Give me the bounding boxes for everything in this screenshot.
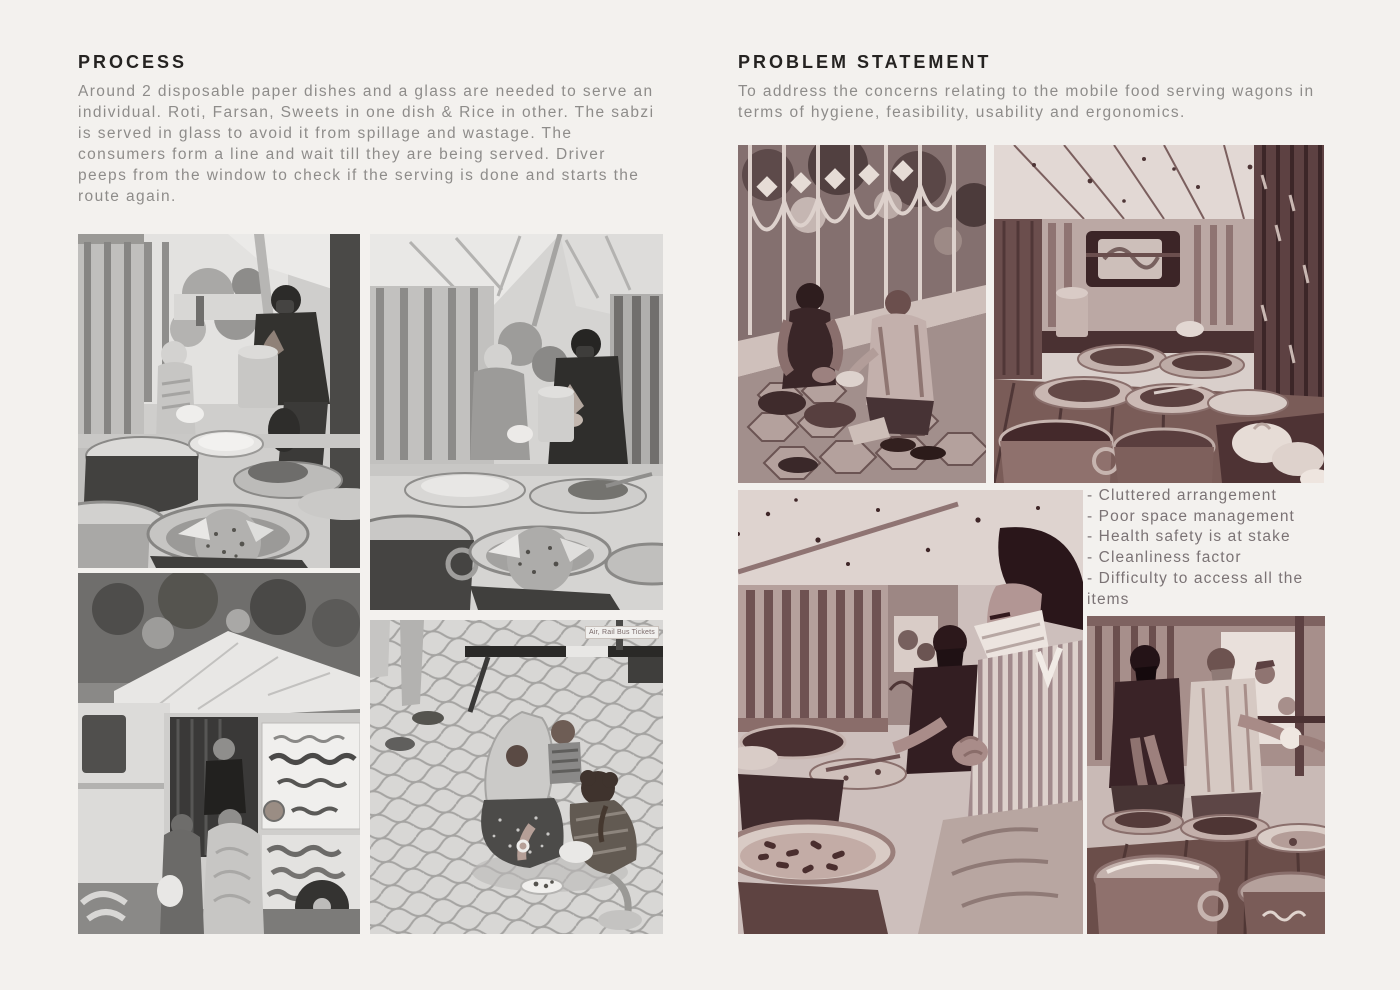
problem-statement-heading: PROBLEM STATEMENT	[738, 52, 992, 72]
photo-serving-rice-inside-wagon	[78, 234, 360, 568]
photo-handing-food-packet	[1087, 616, 1325, 934]
photo-food-truck-banner-illustration	[78, 573, 360, 934]
problem-list	[1087, 486, 1327, 610]
photo-two-men-packing-rotis-illustration	[370, 234, 663, 610]
photo-food-truck-banner	[78, 573, 360, 934]
problem-item: - Cluttered arrangement	[1087, 487, 1277, 504]
problem-item: - Cleanliness factor	[1087, 549, 1242, 567]
photo-man-cloth-face-cover	[738, 490, 1083, 934]
photo-two-men-by-fence-illustration	[738, 145, 986, 483]
photo-man-cloth-face-cover-illustration	[738, 490, 1083, 934]
ticket-sign-text: Air, Rail Bus Tickets	[585, 626, 659, 639]
photo-family-eating-on-pavement	[370, 620, 663, 934]
problem-statement-body-text: To address the concerns relating to the mobile food serving wagons in terms of hygiene, feasibility, usability and ergonomics.	[738, 83, 1315, 121]
process-body-text: Around 2 disposable paper dishes and a glass are needed to serve an individual. Roti, Farsan, Sweets in one dish & Rice in other. The sabzi is served in glass to avoid it from spillage and wastage. The consumers form a line and wait till they are being served. Driver peeps from the window to check if the serving is done and starts the route again.	[78, 83, 655, 205]
process-heading: PROCESS	[78, 52, 188, 72]
photo-pots-in-truck-bed-illustration	[994, 145, 1324, 483]
photo-two-men-by-fence	[738, 145, 986, 483]
problem-item: - Health safety is at stake	[1087, 528, 1291, 546]
photo-serving-rice-inside-wagon-illustration	[78, 234, 360, 568]
problem-item: - Poor space management	[1087, 507, 1295, 525]
photo-family-eating-on-pavement-illustration	[370, 620, 663, 934]
photo-handing-food-packet-illustration	[1087, 616, 1325, 934]
photo-pots-in-truck-bed	[994, 145, 1324, 483]
photo-two-men-packing-rotis	[370, 234, 663, 610]
problem-item: - Difficulty to access all the items	[1087, 569, 1304, 608]
